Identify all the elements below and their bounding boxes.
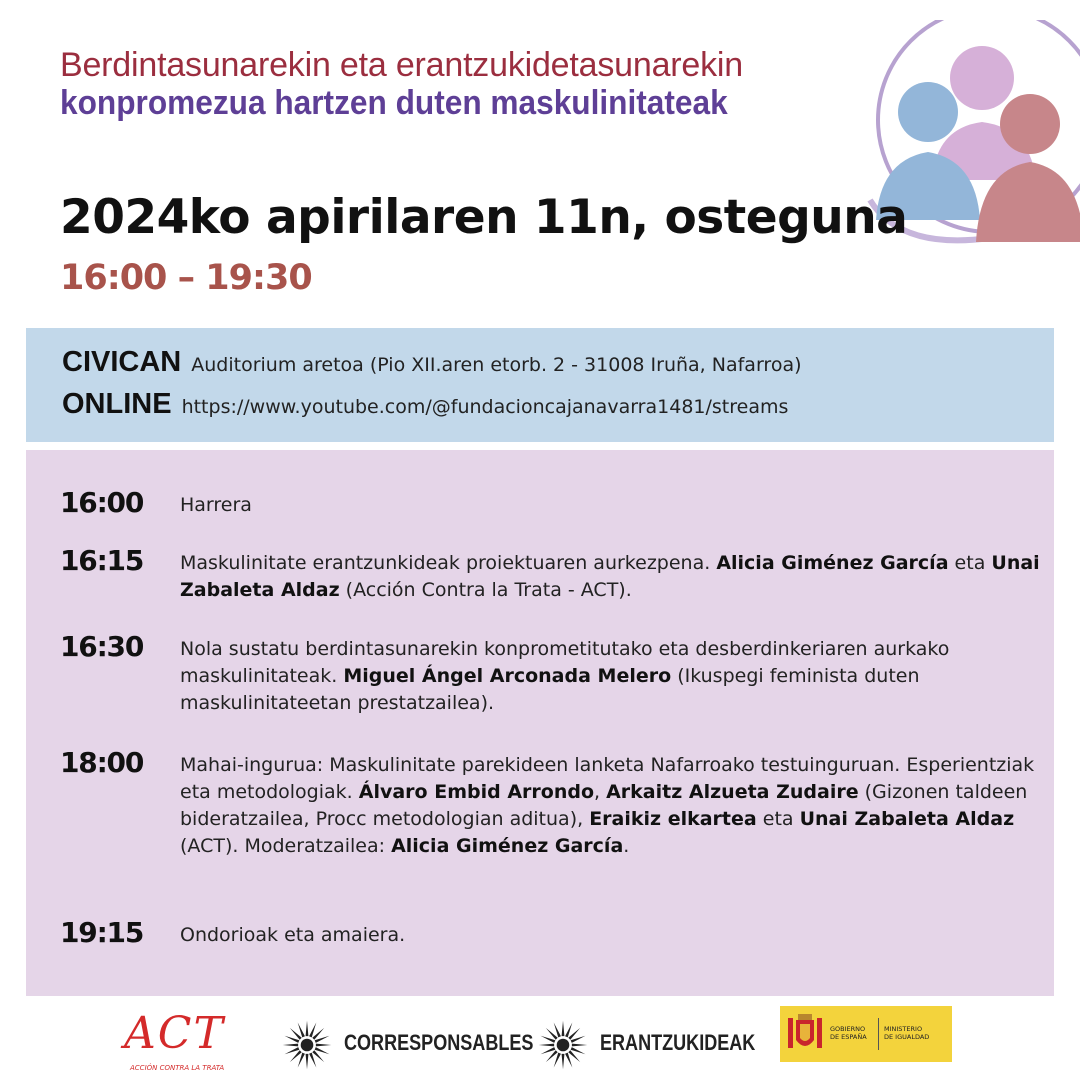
speaker-name: Miguel Ángel Arconada Melero: [343, 665, 672, 687]
description-text: eta: [948, 552, 992, 574]
program-time: 16:15: [60, 544, 144, 577]
gobierno-label: GOBIERNO DE ESPAÑA: [830, 1025, 867, 1041]
description-text: Ondorioak eta amaiera.: [180, 924, 406, 946]
description-text: .: [623, 835, 630, 857]
program-description: [180, 636, 1040, 717]
venue-online: [62, 388, 788, 421]
program-time: 19:15: [60, 916, 144, 949]
program-box: [26, 450, 1054, 996]
program-time: 16:00: [60, 486, 144, 519]
program-time: 18:00: [60, 746, 144, 779]
ministerio-label: MINISTERIO DE IGUALDAD: [884, 1025, 930, 1041]
program-description: [180, 550, 1040, 604]
speaker-name: Álvaro Embid Arrondo: [358, 781, 594, 803]
description-text: Nola sustatu berdintasunarekin konprometitutako eta desberdinkeriaren aurkako maskulinitateak.: [180, 638, 950, 687]
program-description: [180, 492, 1040, 519]
program-time: 16:30: [60, 630, 144, 663]
title-line-2: konpromezua hartzen duten maskulinitateak: [60, 84, 728, 122]
speaker-name: Unai Zabaleta Aldaz: [799, 808, 1015, 830]
venue-online-label: ONLINE: [62, 388, 172, 420]
act-logo: [124, 1008, 240, 1074]
description-text: Harrera: [180, 494, 252, 516]
event-time: 16:00 – 19:30: [60, 258, 312, 298]
sponsor-logos: [0, 1000, 1080, 1080]
description-text: (ACT). Moderatzailea:: [180, 835, 392, 857]
corresponsables-sun-icon: [280, 1018, 334, 1072]
description-text: ,: [594, 781, 607, 803]
description-text: Mahai-ingurua: Maskulinitate parekideen lanketa Nafarroako testuinguruan. Esperientziak eta metodologiak.: [180, 754, 1035, 803]
act-logo-subtitle: ACCIÓN CONTRA LA TRATA: [130, 1064, 225, 1072]
speaker-name: Unai Zabaleta Aldaz: [180, 552, 1040, 601]
speaker-name: Alicia Giménez García: [716, 552, 949, 574]
description-text: (Ikuspegi feminista duten maskulinitateetan prestatzailea).: [180, 665, 920, 714]
description-text: (Gizonen taldeen bideratzailea, Procc metodologian aditua),: [180, 781, 1028, 830]
venue-address: Auditorium aretoa (Pio XII.aren etorb. 2 - 31008 Iruña, Nafarroa): [191, 354, 802, 376]
stream-link[interactable]: https://www.youtube.com/@fundacioncajanavarra1481/streams: [181, 396, 789, 418]
event-date: 2024ko apirilaren 11n, osteguna: [60, 190, 908, 245]
venue-in-person-label: CIVICAN: [62, 346, 182, 378]
program-description: [180, 752, 1040, 860]
venue-box: [26, 328, 1054, 442]
erantzukideak-logo-text: ERANTZUKIDEAK: [600, 1030, 756, 1055]
corresponsables-logo-text: CORRESPONSABLES: [344, 1030, 534, 1055]
gov-divider: [878, 1018, 879, 1050]
government-logo: [780, 1006, 952, 1062]
erantzukideak-sun-icon: [536, 1018, 590, 1072]
description-text: (Acción Contra la Trata - ACT).: [339, 579, 632, 601]
program-description: [180, 922, 1040, 949]
coat-of-arms-icon: [786, 1012, 824, 1056]
speaker-name: Eraikiz elkartea: [589, 808, 757, 830]
description-text: Maskulinitate erantzunkideak proiektuaren aurkezpena.: [180, 552, 717, 574]
description-text: eta: [756, 808, 800, 830]
venue-in-person: [62, 346, 802, 379]
act-logo-word: ACT: [124, 1008, 225, 1059]
speaker-name: Arkaitz Alzueta Zudaire: [606, 781, 859, 803]
speaker-name: Alicia Giménez García: [391, 835, 624, 857]
title-line-1: Berdintasunarekin eta erantzukidetasunarekin: [60, 46, 743, 84]
